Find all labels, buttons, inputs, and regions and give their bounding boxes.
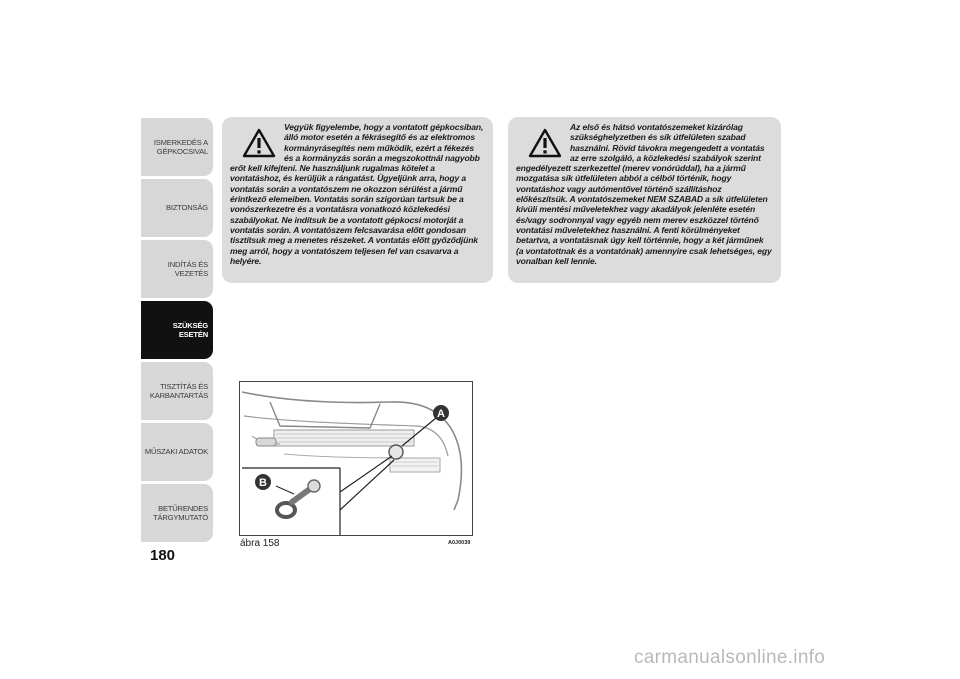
figure-code: A0J0039 <box>448 540 471 546</box>
rear-bumper-illustration <box>240 382 472 535</box>
watermark: carmanualsonline.info <box>634 647 826 668</box>
tab-inditas-es-vezetes[interactable]: INDÍTÁS ÉS VEZETÉS <box>141 240 213 298</box>
figure-caption: ábra 158 <box>240 538 280 549</box>
warning-box-towing-eye-usage <box>508 117 781 283</box>
figure-rear-bumper-towing-eye <box>239 381 473 536</box>
warning-box-towing-caution <box>222 117 493 283</box>
page-number: 180 <box>150 547 176 564</box>
warning-text: Az első és hátsó vontatószemeket kizárólag szükséghelyzetben és sík útfelületen szabad használni. Rövid távokra megengedett a vontatás az erre szolgáló, a közlekedési szabályok szerint engedélyezett szerkezettel (merev vonórúddal), ha a jármű mozgatása sík útfelületen abból a célból történik, hogy vontatáshoz vagy autómentővel történő szállításhoz előkészítsük. A vontatószemeket NEM SZABAD a sík útfelületen kívüli mentési műveletekhez vagy akadályok jelenléte esetén és/vagy sodronnyal vagy egyéb nem merev eszközzel történő vontatási műveletekhez használni. A fenti körülményeket betartva, a vontatásnak úgy kell történnie, hogy a két járműnek (a vontatottnak és a vontatónak) amennyire csak lehetséges, egy vonalban kell lennie. <box>516 122 772 266</box>
tab-tisztitas-es-karbantartas[interactable]: TISZTÍTÁS ÉS KARBANTARTÁS <box>141 362 213 420</box>
callout-b-label: B <box>259 477 267 489</box>
tab-muszaki-adatok[interactable]: MŰSZAKI ADATOK <box>141 423 213 481</box>
tab-szukseg-eseten[interactable]: SZÜKSÉG ESETÉN <box>141 301 213 359</box>
warning-triangle-icon <box>528 128 562 158</box>
tab-ismerkedes[interactable]: ISMERKEDÉS A GÉPKOCSIVAL <box>141 118 213 176</box>
warning-triangle-icon <box>242 128 276 158</box>
tab-biztonsag[interactable]: BIZTONSÁG <box>141 179 213 237</box>
warning-text: Vegyük figyelembe, hogy a vontatott gépkocsiban, álló motor esetén a fékrásegítő és az elektromos kormányrásegítés nem működik, ezért a fékezés és a kormányzás során a megszokottnál nagyobb erőt kell kifejteni. Ne használjunk rugalmas kötelet a vontatáshoz, és kerüljük a rángatást. Ügyeljünk arra, hogy a vontatás során a vontatószem ne okozzon sérülést a jármű érintkező elemeiben. Vontatás során szigorúan tartsuk be a vonószerkezetre és a vontatásra vonatkozó közlekedési szabályokat. Ne indítsuk be a vontatott gépkocsi motorját a vontatás során. A vontatószem felcsavarása előtt gondosan tisztítsuk meg a menetes részeket. A vontatás előtt győződjünk meg arról, hogy a vontatószem teljesen fel van csavarva a helyére. <box>230 122 484 266</box>
tab-betu-rendes-targymutato[interactable]: BETŰRENDES TÁRGYMUTATÓ <box>141 484 213 542</box>
callout-a-label: A <box>437 408 445 420</box>
